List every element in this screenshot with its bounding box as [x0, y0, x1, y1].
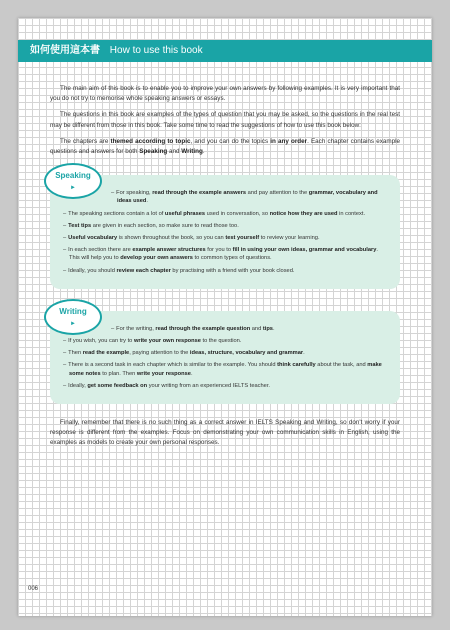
bullet-dash: – — [63, 382, 67, 389]
header-title-chinese: 如何使用這本書 — [30, 45, 100, 56]
writing-tip-2 — [62, 337, 390, 345]
writing-tip-text: to the question. — [200, 338, 242, 345]
bullet-dash: – — [63, 222, 67, 229]
writing-tip-text: Ideally, — [68, 382, 88, 389]
speaking-badge-label: Speaking — [55, 171, 91, 181]
speaking-tip-text: notice how they are used — [269, 210, 338, 217]
writing-box — [50, 306, 400, 404]
page-content — [50, 84, 400, 455]
header-title-english: How to use this book — [109, 45, 203, 56]
speaking-badge — [44, 163, 102, 199]
speaking-tip-text: used in conversation, so — [205, 210, 270, 217]
speaking-tip-text: Ideally, you should — [68, 267, 117, 274]
writing-badge — [44, 299, 102, 335]
speaking-tip-text: . This will help you to — [69, 247, 378, 262]
writing-tip-text: . — [272, 325, 275, 332]
writing-tip-text: make some notes — [69, 362, 382, 377]
page-number: 006 — [28, 586, 39, 592]
bullet-dash: – — [63, 235, 67, 242]
speaking-tip-3 — [62, 222, 390, 230]
speaking-tip-text: in context. — [337, 210, 366, 217]
speaking-tip-text: Test tips — [68, 222, 92, 229]
writing-tip-text: and — [250, 325, 263, 332]
speaking-tip-text: example answer structures — [132, 247, 206, 254]
writing-tip-1 — [110, 325, 390, 333]
writing-tip-text: read the example — [82, 350, 130, 357]
speaking-tip-text: by practising with a friend with your book closed. — [170, 267, 295, 274]
writing-tip-text: ideas, structure, vocabulary and grammar — [189, 350, 304, 357]
section-header — [18, 40, 432, 62]
writing-tip-text: your writing from an experienced IELTS teacher. — [147, 382, 270, 389]
speaking-tip-text: useful phrases — [164, 210, 206, 217]
writing-tip-text: If you wish, you can try to — [68, 338, 134, 345]
speaking-tip-6 — [62, 267, 390, 275]
intro-paragraph-1: The main aim of this book is to enable you to improve your own answers by following examples. It is very important that you do not try to memorise whole speaking answers or essays. — [50, 85, 400, 103]
writing-tip-text: . — [303, 350, 305, 357]
speaking-tip-2 — [62, 210, 390, 218]
speaking-tip-text: For speaking, — [116, 190, 153, 197]
speaking-tip-1 — [110, 189, 390, 205]
play-icon: ► — [70, 320, 76, 327]
play-icon: ► — [70, 185, 76, 192]
outro-paragraph: Finally, remember that there is no such thing as a correct answer in IELTS Speaking and Writing, so don't worry if your response is different from the examples. Focus on demonstrating your own communication skills in English, using the examples as models to create your own personal responses. — [50, 419, 400, 447]
speaking-tip-text: The speaking sections contain a lot of — [68, 210, 165, 217]
bullet-dash: – — [63, 267, 67, 274]
writing-tip-text: . — [190, 370, 193, 377]
speaking-tip-text: Useful vocabulary — [68, 235, 118, 242]
speaking-tip-5 — [62, 246, 390, 262]
bullet-dash: – — [63, 362, 67, 369]
writing-tip-text: tips — [262, 325, 273, 332]
speaking-tip-4 — [62, 234, 390, 242]
bullet-dash: – — [63, 350, 67, 357]
writing-tip-text: There is a second task in each chapter which is similar to the example. You should — [68, 362, 278, 369]
writing-tip-text: think carefully — [277, 362, 316, 369]
writing-tip-5 — [62, 382, 390, 390]
speaking-tip-text: are given in each section, so make sure to read those too. — [91, 222, 239, 229]
speaking-tip-text: In each section there are — [68, 247, 133, 254]
bullet-dash: – — [63, 247, 67, 254]
writing-tip-text: about the task, and — [315, 362, 368, 369]
writing-tip-text: to plan. Then — [100, 370, 137, 377]
bullet-dash: – — [63, 338, 67, 345]
writing-badge-label: Writing — [59, 306, 87, 316]
speaking-tip-text: test yourself — [225, 235, 260, 242]
writing-tip-4 — [62, 361, 390, 377]
speaking-tip-text: read through the example answers — [152, 190, 247, 197]
speaking-tip-text: develop your own answers — [120, 255, 193, 262]
writing-tip-text: , paying attention to the — [129, 350, 190, 357]
speaking-tip-text: to common types of questions. — [192, 255, 272, 262]
bullet-dash: – — [63, 210, 67, 217]
speaking-tip-text: to review your learning. — [259, 235, 320, 242]
speaking-tip-text: and pay attention to the — [246, 190, 309, 197]
speaking-tip-text: . — [146, 198, 148, 205]
writing-tips-list — [62, 325, 390, 390]
speaking-tip-text: for you to — [205, 247, 233, 254]
writing-tip-text: get some feedback on — [87, 382, 148, 389]
speaking-tip-text: is shown throughout the book, so you can — [117, 235, 226, 242]
speaking-tip-text: review each chapter — [116, 267, 171, 274]
writing-tip-3 — [62, 349, 390, 357]
bullet-dash: – — [111, 325, 115, 332]
intro-paragraph-2: The questions in this book are examples of the types of question that you may be asked, so the questions in the real test may be different from those in this book. Take some time to read the suggestions of how to use this book below: — [50, 111, 400, 129]
writing-tip-text: read through the example question — [155, 325, 251, 332]
speaking-tip-text: fill in using your own ideas, grammar and vocabulary — [232, 247, 377, 254]
book-page — [18, 18, 432, 616]
speaking-tip-text: grammar, vocabulary and ideas used — [117, 190, 378, 205]
writing-tip-text: Then — [68, 350, 83, 357]
writing-tip-text: write your own response — [133, 338, 201, 345]
bullet-dash: – — [111, 190, 115, 197]
speaking-tips-list — [62, 189, 390, 275]
chapters-paragraph: The chapters are themed according to topic, and you can do the topics in any order. Each chapter contains example questions and answers for both Speaking and Writing. — [50, 137, 401, 156]
writing-tip-text: For the writing, — [116, 325, 156, 332]
speaking-box — [50, 171, 400, 289]
writing-tip-text: write your response — [136, 370, 191, 377]
